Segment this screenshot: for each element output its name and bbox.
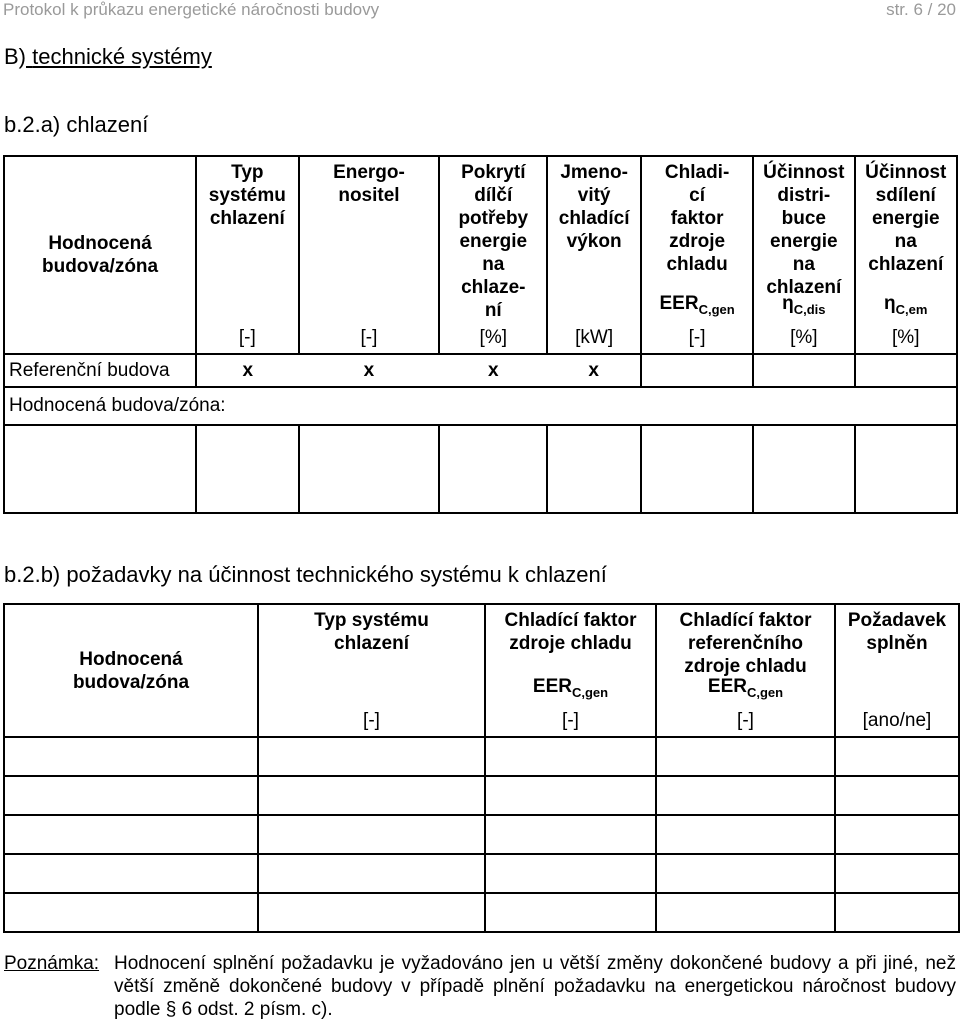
data-cell[interactable] bbox=[656, 893, 835, 932]
column-header-line: Typ bbox=[231, 162, 264, 183]
column-header-line: zdroje chladu bbox=[509, 633, 632, 654]
note-label: Poznámka: bbox=[4, 953, 100, 974]
reference-cell[interactable] bbox=[641, 354, 753, 387]
column-header-line: Požadavek bbox=[847, 610, 947, 631]
unit-cell: [-] bbox=[485, 706, 656, 737]
data-cell[interactable] bbox=[258, 893, 485, 932]
data-cell[interactable] bbox=[485, 854, 656, 893]
column-header-line: sdílení bbox=[875, 185, 936, 206]
data-row bbox=[4, 776, 959, 815]
page-header bbox=[0, 0, 960, 20]
reference-cell[interactable] bbox=[855, 354, 958, 387]
evaluated-label-row bbox=[4, 387, 957, 425]
column-header-line: vitý bbox=[577, 185, 611, 206]
part-b-title: b.2.b) požadavky na účinnost technického systému k chlazení bbox=[4, 562, 607, 587]
data-cell[interactable] bbox=[4, 815, 258, 854]
column-header-line: chlazení bbox=[868, 254, 944, 275]
symbol-main: EER bbox=[659, 293, 699, 315]
column-header-line: chlazení bbox=[766, 277, 842, 298]
data-cell[interactable] bbox=[835, 893, 959, 932]
section-heading bbox=[4, 44, 212, 70]
column-header-line: Energo- bbox=[333, 162, 405, 183]
column-symbol bbox=[486, 675, 655, 704]
data-cell[interactable] bbox=[4, 425, 196, 513]
column-header-line: systému bbox=[208, 185, 286, 206]
column-header-line: výkon bbox=[566, 231, 622, 252]
data-cell[interactable] bbox=[656, 776, 835, 815]
column-header bbox=[753, 156, 854, 323]
column-header-line: Typ systému bbox=[314, 610, 429, 631]
symbol-subscript: C,gen bbox=[746, 685, 784, 700]
note-text: Hodnocení splnění požadavku je vyžadováno jen u větší změny dokončené budovy a při jiné, než větší změně dokončené budovy v případě plnění požadavku na energetickou náročnost budovy podle § 6 odst. 2 písm. c). bbox=[114, 953, 956, 1020]
column-header-line: ní bbox=[484, 300, 502, 321]
data-cell[interactable] bbox=[439, 425, 547, 513]
column-header bbox=[641, 156, 753, 323]
side-header-line: budova/zóna bbox=[41, 256, 159, 277]
column-header bbox=[299, 156, 440, 323]
data-cell[interactable] bbox=[656, 737, 835, 776]
unit-cell: [-] bbox=[258, 706, 485, 737]
data-cell[interactable] bbox=[835, 815, 959, 854]
unit-cell: [-] bbox=[196, 323, 298, 354]
column-header-line: energie bbox=[770, 231, 838, 252]
column-header-line: Jmeno- bbox=[560, 162, 628, 183]
column-header-line: chlaze- bbox=[461, 277, 526, 298]
column-symbol bbox=[754, 292, 853, 321]
reference-cell[interactable]: x bbox=[299, 354, 440, 387]
section-prefix: B) bbox=[4, 44, 26, 69]
data-cell[interactable] bbox=[4, 776, 258, 815]
data-cell[interactable] bbox=[656, 854, 835, 893]
symbol-subscript: C,gen bbox=[571, 685, 609, 700]
column-header-line: energie bbox=[459, 231, 528, 252]
column-header bbox=[835, 604, 959, 706]
data-cell[interactable] bbox=[485, 776, 656, 815]
symbol-subscript: C,gen bbox=[698, 302, 735, 317]
side-header-line: Hodnocená bbox=[48, 233, 152, 254]
unit-cell: [-] bbox=[299, 323, 440, 354]
symbol-main: EER bbox=[707, 676, 747, 698]
column-header-line: Účinnost bbox=[865, 162, 947, 183]
side-header-line: budova/zóna bbox=[72, 671, 190, 693]
reference-label: Referenční budova bbox=[4, 354, 196, 387]
symbol-subscript: C,em bbox=[895, 302, 928, 317]
data-row bbox=[4, 815, 959, 854]
unit-cell: [kW] bbox=[547, 323, 641, 354]
column-header-line: na bbox=[792, 254, 815, 275]
data-cell[interactable] bbox=[258, 737, 485, 776]
unit-cell: [%] bbox=[855, 323, 958, 354]
data-cell[interactable] bbox=[835, 776, 959, 815]
data-cell[interactable] bbox=[641, 425, 753, 513]
data-cell[interactable] bbox=[4, 854, 258, 893]
reference-cell[interactable]: x bbox=[196, 354, 298, 387]
symbol-main: EER bbox=[532, 676, 572, 698]
column-header-line: zdroje bbox=[669, 231, 726, 252]
row-header-evaluated bbox=[4, 604, 258, 737]
column-header bbox=[855, 156, 958, 323]
column-header bbox=[258, 604, 485, 706]
part-a-title: b.2.a) chlazení bbox=[4, 112, 149, 137]
data-cell[interactable] bbox=[485, 893, 656, 932]
column-header-line: energie bbox=[871, 208, 940, 229]
document-title: Protokol k průkazu energetické náročnosti budovy bbox=[3, 0, 380, 19]
data-row bbox=[4, 737, 959, 776]
evaluated-label: Hodnocená budova/zóna: bbox=[4, 387, 957, 425]
column-header-line: chladu bbox=[666, 254, 728, 275]
data-cell[interactable] bbox=[4, 737, 258, 776]
column-symbol bbox=[642, 292, 752, 321]
data-cell[interactable] bbox=[485, 737, 656, 776]
column-header-line: cí bbox=[689, 185, 706, 206]
column-header-line: Chladi- bbox=[664, 162, 730, 183]
page-number: str. 6 / 20 bbox=[886, 0, 956, 19]
column-header-line: distri- bbox=[777, 185, 831, 206]
unit-cell: [%] bbox=[439, 323, 547, 354]
symbol-main: η bbox=[884, 293, 896, 315]
symbol-subscript: C,dis bbox=[793, 302, 826, 317]
unit-cell: [-] bbox=[641, 323, 753, 354]
symbol-main: η bbox=[782, 293, 794, 315]
header-row bbox=[4, 156, 957, 323]
data-row bbox=[4, 425, 957, 513]
side-header-line: Hodnocená bbox=[79, 648, 183, 670]
column-header-line: Účinnost bbox=[763, 162, 845, 183]
column-header-line: Pokrytí bbox=[461, 162, 526, 183]
unit-cell: [ano/ne] bbox=[835, 706, 959, 737]
efficiency-requirements-table bbox=[3, 603, 960, 933]
data-row bbox=[4, 854, 959, 893]
data-cell[interactable] bbox=[258, 815, 485, 854]
column-header-line: Chladící faktor bbox=[504, 610, 637, 631]
data-cell[interactable] bbox=[753, 425, 854, 513]
column-header-line: buce bbox=[781, 208, 826, 229]
column-header-line: faktor bbox=[670, 208, 724, 229]
data-cell[interactable] bbox=[485, 815, 656, 854]
column-header-line: chlazení bbox=[209, 208, 285, 229]
data-cell[interactable] bbox=[258, 854, 485, 893]
column-header bbox=[485, 604, 656, 706]
data-cell[interactable] bbox=[258, 776, 485, 815]
column-header bbox=[196, 156, 298, 323]
column-header-line: zdroje chladu bbox=[684, 656, 807, 677]
data-cell[interactable] bbox=[4, 893, 258, 932]
column-header-line: potřeby bbox=[458, 208, 529, 229]
data-cell[interactable] bbox=[835, 854, 959, 893]
cooling-systems-table bbox=[3, 155, 958, 514]
column-header-line: chlazení bbox=[334, 633, 409, 654]
reference-cell[interactable]: x bbox=[439, 354, 547, 387]
unit-cell: [-] bbox=[656, 706, 835, 737]
column-header-line: splněn bbox=[866, 633, 928, 654]
column-symbol bbox=[657, 675, 834, 704]
column-header-line: chladící bbox=[558, 208, 630, 229]
column-symbol bbox=[856, 292, 957, 321]
unit-cell: [%] bbox=[753, 323, 854, 354]
column-header bbox=[656, 604, 835, 706]
data-row bbox=[4, 893, 959, 932]
column-header bbox=[547, 156, 641, 323]
column-header-line: na bbox=[482, 254, 505, 275]
column-header-line: dílčí bbox=[474, 185, 513, 206]
reference-cell[interactable]: x bbox=[547, 354, 641, 387]
column-header-line: Chladící faktor bbox=[679, 610, 812, 631]
reference-cell[interactable] bbox=[753, 354, 854, 387]
header-row bbox=[4, 604, 959, 706]
data-cell[interactable] bbox=[299, 425, 440, 513]
data-cell[interactable] bbox=[196, 425, 298, 513]
row-header-evaluated bbox=[4, 156, 196, 354]
column-header bbox=[439, 156, 547, 323]
column-header-line: referenčního bbox=[687, 633, 804, 654]
column-header-line: na bbox=[894, 231, 917, 252]
column-header-line: nositel bbox=[338, 185, 400, 206]
reference-row bbox=[4, 354, 957, 387]
data-cell[interactable] bbox=[656, 815, 835, 854]
section-title: technické systémy bbox=[32, 44, 212, 69]
data-cell[interactable] bbox=[547, 425, 641, 513]
data-cell[interactable] bbox=[855, 425, 958, 513]
data-cell[interactable] bbox=[835, 737, 959, 776]
